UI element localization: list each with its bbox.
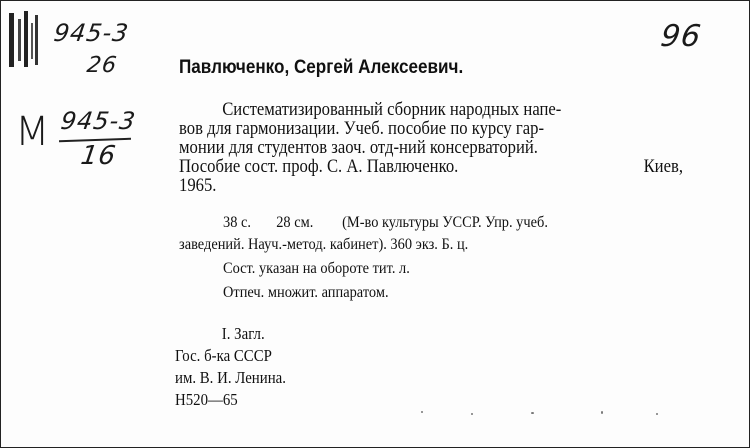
compiler-line: [179, 158, 683, 177]
call-number-denominator: 16: [78, 141, 119, 171]
physical-description-line-1: 38 с. 28 см. (М-во культуры УССР. Упр. учеб.: [223, 214, 548, 231]
note-compiler: Сост. указан на обороте тит. л.: [223, 260, 410, 277]
paper-speck: [601, 411, 603, 414]
call-number-letter: М: [15, 109, 51, 155]
handwritten-page-number: 96: [658, 19, 704, 54]
physical-description-line-2: заведений. Науч.-метод. кабинет). 360 экз. Б. ц.: [179, 236, 469, 253]
title-line-1: Систематизированный сборник народных напе-: [222, 100, 562, 120]
library-name-2: им. В. И. Ленина.: [175, 368, 286, 387]
library-stamp-mark: [5, 9, 41, 71]
tracing-heading: I. Загл.: [221, 324, 265, 343]
note-printing: Отпеч. множит. аппаратом.: [223, 284, 389, 301]
call-number-top-sub: 26: [85, 53, 119, 78]
paper-speck: [471, 413, 473, 415]
publication-city: Киев,: [643, 157, 683, 177]
tracing-block: [175, 323, 286, 411]
paper-speck: [421, 411, 423, 413]
author-heading: Павлюченко, Сергей Алексеевич.: [179, 57, 464, 78]
title-description: [179, 101, 719, 196]
title-line-2: вов для гармонизации. Учеб. пособие по курсу гар-: [179, 119, 544, 139]
library-name: Гос. б-ка СССР: [175, 346, 272, 365]
call-number-top: 945-3: [52, 19, 131, 47]
publication-year: 1965.: [179, 176, 217, 196]
paper-speck: [656, 413, 658, 415]
compiler-statement: Пособие сост. проф. С. А. Павлюченко.: [179, 157, 459, 177]
paper-speck: [531, 412, 534, 414]
card-code: Н520—65: [175, 390, 238, 409]
call-number-numerator: 945-3: [59, 107, 138, 135]
title-line-3: монии для студентов заоч. отд-ний консерваторий.: [179, 138, 538, 158]
